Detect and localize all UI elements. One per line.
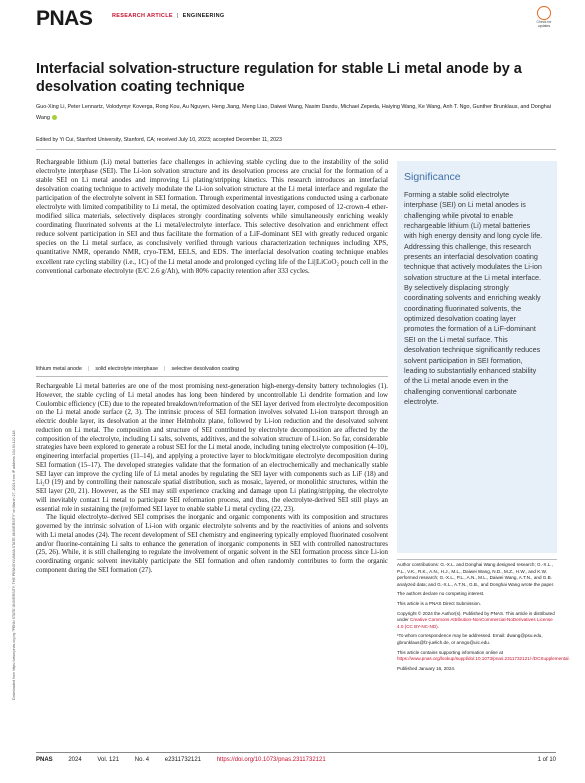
- body-paragraph: Rechargeable Li metal batteries are one of the most promising next-generation high-energy-density battery technologies (1). However, the stable cycling of Li metal anodes has long been hindered by uncontrollable Li dendrite formation and low Coulombic efficiency (CE) due to the repeated breakdown/reformation of the SEI layer derived from electrolyte decomposition on the Li metal anode surface (2, 3). The intrinsic process of SEI formation involves solvated Li-ion transport through an electric double layer, its desolvation at the inner Helmholtz plane, followed by Li-ion reduction and the desolvated solvent reduction on Li metal. The composition and structure of SEI contributed by electrolyte decomposition are affected by the composition of the electrolyte, including Li salts, solvents, additives, and the solvation structure of Li-ion. So far, considerable strategies have been explored to generate a robust SEI for the Li metal anode, including tuning electrolyte composition (4–10), engineering interfacial properties (11–14), and applying a protective layer to block/mitigate electrolyte decomposition during SEI formation (15–17). The developed strategies validate that the formation of an electrochemically and mechanically stable SEI layer can improve the cycling life of Li metal anodes by regulating the SEI layer with components such as LiF (18) and Li₂O (19) and by controlling their nanoscale spatial distribution, such as mosaic, layered, or monolithic structures, within the SEI layer (20, 21). However, as the SEI may still experience cracking and damage upon Li plating/stripping, the electrolyte will inevitably contact Li metal to participate SEI reformation process, and thus, the electrolyte-derived SEI still plays an essential role in sustaining the (re)formed SEI layer to enable stable Li metal cycling (22, 23).: [36, 383, 388, 513]
- published-date: Published January 16, 2024.: [397, 665, 456, 671]
- footer-doi-link[interactable]: https://doi.org/10.1073/pnas.2311732121: [216, 757, 326, 763]
- copyright-note: [397, 611, 557, 631]
- significance-title: Significance: [404, 171, 461, 183]
- article-notes: [397, 562, 570, 675]
- license-link[interactable]: Creative Commons Attribution-NonCommercial-NoDerivatives License 4.0 (CC BY-NC-ND).: [397, 617, 553, 629]
- author-names[interactable]: Guo-Xing Li, Peter Lennartz, Volodymyr Koverga, Rong Kou, Au Nguyen, Heng Jiang, Meng Liao, Daiwei Wang, Nasim Dandu, Michael Zepeda, Haiying Wang, Ke Wang, Anh T. Ngo, Gunther Brunklaus, and Donghai Wang: [36, 104, 551, 121]
- notes-divider: [397, 559, 557, 560]
- footer-journal: PNAS: [36, 757, 53, 763]
- orcid-icon[interactable]: [52, 115, 57, 120]
- body-paragraph: The liquid electrolyte–derived SEI comprises the inorganic and organic components with its composition and structures governed by the intrinsic solvation of Li-ion with organic electrolyte solvents and by the reactivities of anions and solvents with Li metal anodes (24). The recent development of SEI chemistry and engineering typically employed fluorinated cosolvent and/or fluorine-containing Li salts to enhance the generation of inorganic components in SEI with controlled nanostructures (25, 26). While, it is still challenging to regulate the involvement of organic solvent in the SEI formation process since Li-ion coordinating organic solvent inevitably participate the SEI formation and often randomly contributes to form the organic component during the SEI formation (27).: [36, 514, 388, 574]
- footer-year: 2024: [68, 757, 82, 763]
- main-text: [36, 383, 388, 576]
- article-title: Interfacial solvation-structure regulation for stable Li metal anode by a desolvation coating technique: [36, 61, 522, 95]
- check-updates-icon: [537, 6, 551, 20]
- page-footer: [36, 757, 556, 763]
- article-section[interactable]: ENGINEERING: [182, 13, 225, 19]
- article-category: [112, 13, 224, 19]
- footer-article-number: e2311732121: [164, 757, 202, 763]
- keywords-divider: [36, 376, 388, 377]
- significance-text: Forming a stable solid electrolyte interphase (SEI) on Li metal anodes is challenging while pivotal to enable rechargeable lithium (Li) metal batteries with high energy density and long cycle life. Addressing this challenge, this research presents an interfacial desolvation coating technique that actively modulates the Li-ion solvation structure at the Li metal interface. By selectively displacing strongly coordinating solvents and enriching weakly coordinating fluorinated solvents, the optimized desolvation coating layer promotes the formation of a LiF-dominant SEI on the Li metal surface. This desolvation technique significantly reduces solvent participation in SEI formation, leading to substantially enhanced stability of the Li metal anode even in the challenging conventional carbonate electrolyte.: [404, 190, 543, 406]
- page-number: 1 of 10: [537, 757, 556, 763]
- direct-submission: This article is a PNAS Direct Submission.: [397, 600, 481, 606]
- supporting-info-note: [397, 649, 570, 663]
- competing-interest: The authors declare no competing interest.: [397, 591, 485, 597]
- keyword: lithium metal anode: [36, 366, 82, 372]
- abstract-text: Rechargeable lithium (Li) metal batteries face challenges in achieving stable cycling due to the instability of the solid electrolyte interphase (SEI). The Li-ion solvation structure and its desolvation process are crucial for the formation of a stable SEI on Li metal anodes and improving Li plating/stripping kinetics. This research introduces an interfacial desolvation coating technique to actively modulate the Li-ion solvation structure at the Li metal interface and regulate the participation of the electrolyte solvent in SEI formation. Through experimental investigations conducted using a carbonate electrolyte with limited compatibility to Li metal, the optimized desolvation coating layer, composed of 12-crown-4 ether-modified silica materials, selectively displaces strongly coordinating solvents while simultaneously enriching weakly coordinating fluorinated solvents at the Li metal/electrolyte interface. This selective desolvation and enrichment effect reduce solvent participation in SEI and thus facilitate the formation of a LiF-dominant SEI with greatly reduced organic species on the Li metal surface, as conclusively verified through various characterization techniques including XPS, quantitative NMR, operando NMR, cryo-TEM, EELS, and EDS. The interfacial desolvation coating technique enables excellent rate cycling stability (i.e., 1C) of the Li metal anode and prolonged cycling life of the Li||LiCoO₂ pouch cell in the conventional carbonate electrolyte (E/C 2.6 g/Ah), with 80% capacity retention after 333 cycles.: [36, 158, 388, 275]
- footer-divider: [36, 752, 556, 753]
- copyright-text: Copyright © 2024 the Author(s). Published by PNAS. This article is distributed under: [397, 610, 555, 623]
- footer-volume: Vol. 121: [97, 757, 120, 763]
- abstract: [36, 158, 388, 276]
- supporting-info-text: This article contains supporting information online at: [397, 649, 503, 655]
- check-updates-label: Check for updates: [536, 20, 552, 28]
- correspondence-note: ¹To whom correspondence may be addressed. Email: dwang@psu.edu, gbrunklaus@fz-juelich.de, or anngo@uic.edu.: [397, 633, 543, 645]
- edited-by-line: Edited by Yi Cui, Stanford University, Stanford, CA; received July 10, 2023; accepted December 11, 2023: [36, 137, 282, 143]
- pnas-logo[interactable]: PNAS: [36, 7, 93, 30]
- category-divider: |: [176, 13, 179, 19]
- check-for-updates-badge[interactable]: [534, 6, 554, 28]
- footer-issue: No. 4: [134, 757, 150, 763]
- supporting-info-link[interactable]: https://www.pnas.org/lookup/suppl/doi:10.1073/pnas.2311732121/-/DCSupplemental.: [397, 656, 570, 662]
- download-notice-text: Downloaded from https://www.pnas.org by "PENN STATE UNIVERSITY, THE PENNSYLVANIA STATE UNIVERSITY" on March 27, 2024 from IP address 134.94.122.118.: [12, 429, 16, 700]
- download-notice: [4, 140, 14, 700]
- author-list[interactable]: [36, 102, 558, 124]
- keyword: | solid electrolyte interphase: [82, 366, 158, 372]
- keywords: [36, 366, 388, 372]
- keyword: | selective desolvation coating: [158, 366, 239, 372]
- author-contributions: Author contributions: G.-X.L. and Donghai Wang designed research; G.-X.L., P.L., V.K., R.K., A.N., H.J., M.L., Daiwei Wang, N.D., M.Z., H.W., and K.W. performed research; G.-X.L., P.L., A.N., M.L., Daiwei Wang, A.T.N., and G.B. analyzed data; and G.-X.L., A.T.N., G.B., and Donghai Wang wrote the paper.: [397, 562, 555, 587]
- header-divider: [36, 149, 556, 150]
- article-type[interactable]: RESEARCH ARTICLE: [112, 13, 173, 19]
